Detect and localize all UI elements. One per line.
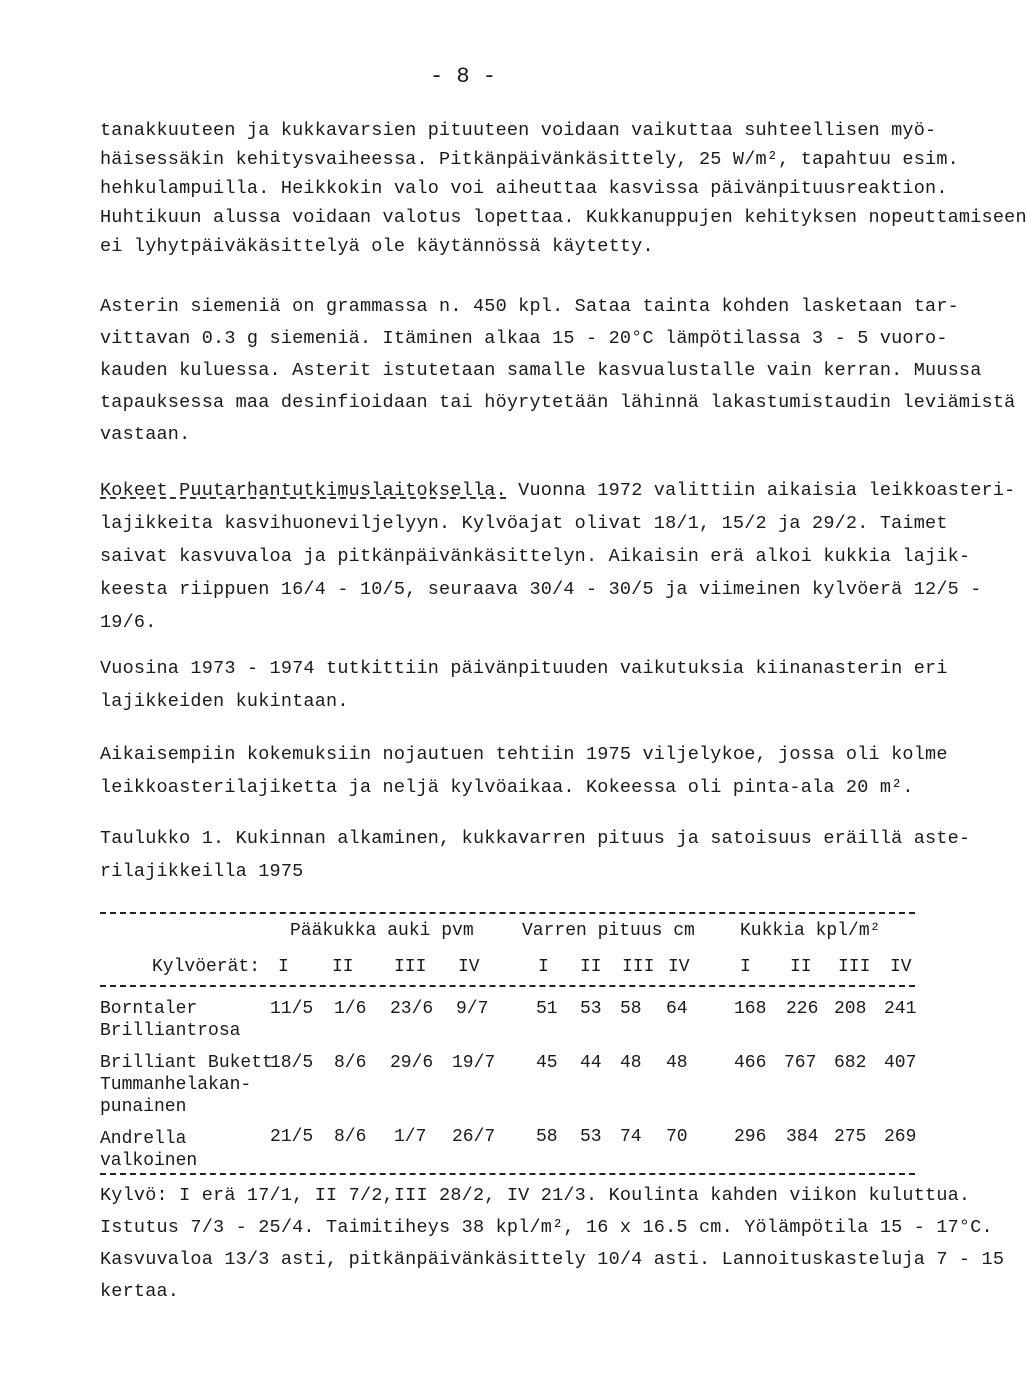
row-name: Brilliant Bukett (100, 1053, 273, 1073)
table-cell: 8/6 (334, 1053, 367, 1073)
row-name: Andrella (100, 1129, 187, 1149)
text-line: 19/6. (100, 612, 157, 633)
paragraph-1973 (100, 652, 948, 718)
paragraph-intro (100, 116, 1027, 261)
row-subname: Brilliantrosa (100, 1021, 241, 1041)
caption-line: rilajikkeilla 1975 (100, 861, 304, 882)
column-header: II (332, 957, 354, 977)
table-cell: 29/6 (390, 1053, 434, 1073)
text-line: tanakkuuteen ja kukkavarsien pituuteen voidaan vaikuttaa suhteellisen myö- (100, 120, 937, 141)
text-line: lajikkeiden kukintaan. (100, 691, 349, 712)
text-line: Huhtikuun alussa voidaan valotus lopettaa. Kukkanuppujen kehityksen nopeuttamiseen (100, 207, 1027, 228)
column-header: I (740, 957, 751, 977)
table-cell: 51 (536, 999, 558, 1019)
footnote-line: Kylvö: I erä 17/1, II 7/2,III 28/2, IV 21/3. Koulinta kahden viikon kuluttua. (100, 1185, 971, 1206)
table-cell: 70 (666, 1127, 688, 1147)
table-cell: 64 (666, 999, 688, 1019)
group-header: Kukkia kpl/m² (740, 921, 881, 941)
table-cell: 74 (620, 1127, 642, 1147)
text-line: saivat kasvuvaloa ja pitkänpäivänkäsittelyn. Aikaisin erä alkoi kukkia lajik- (100, 546, 971, 567)
table-cell: 58 (620, 999, 642, 1019)
column-header: IV (890, 957, 912, 977)
footnote-line: Istutus 7/3 - 25/4. Taimitiheys 38 kpl/m², 16 x 16.5 cm. Yölämpötila 15 - 17°C. (100, 1217, 993, 1238)
column-header: I (538, 957, 549, 977)
table-top-rule (100, 912, 915, 914)
table-cell: 1/7 (394, 1127, 427, 1147)
table-cell: 269 (884, 1127, 917, 1147)
table-cell: 168 (734, 999, 767, 1019)
table-cell: 53 (580, 999, 602, 1019)
column-header: II (790, 957, 812, 977)
column-header: IV (668, 957, 690, 977)
text-line: Vuonna 1972 valittiin aikaisia leikkoasteri- (506, 480, 1016, 501)
table-cell: 296 (734, 1127, 767, 1147)
table-cell: 466 (734, 1053, 767, 1073)
text-line: vastaan. (100, 424, 191, 445)
table-cell: 241 (884, 999, 917, 1019)
table-bottom-rule (100, 1173, 915, 1175)
column-header: III (394, 957, 427, 977)
table-cell: 9/7 (456, 999, 489, 1019)
row-label-header: Kylvöerät: (152, 957, 261, 977)
caption-line: Taulukko 1. Kukinnan alkaminen, kukkavarren pituus ja satoisuus eräillä aste- (100, 828, 971, 849)
text-line: vittavan 0.3 g siemeniä. Itäminen alkaa 15 - 20°C lämpötilassa 3 - 5 vuoro- (100, 328, 948, 349)
table-caption (100, 822, 971, 888)
table-header-rule (100, 985, 915, 987)
table-cell: 226 (786, 999, 819, 1019)
text-line: Vuosina 1973 - 1974 tutkittiin päivänpituuden vaikutuksia kiinanasterin eri (100, 658, 948, 679)
table-cell: 53 (580, 1127, 602, 1147)
column-header: IV (458, 957, 480, 977)
column-header: I (278, 957, 289, 977)
paragraph-experiments (100, 474, 1016, 639)
table-cell: 23/6 (390, 999, 434, 1019)
table-cell: 767 (784, 1053, 817, 1073)
table-cell: 48 (666, 1053, 688, 1073)
table-cell: 208 (834, 999, 867, 1019)
table-cell: 45 (536, 1053, 558, 1073)
text-line: lajikkeita kasvihuoneviljelyyn. Kylvöajat olivat 18/1, 15/2 ja 29/2. Taimet (100, 513, 948, 534)
table-cell: 682 (834, 1053, 867, 1073)
column-header: III (622, 957, 655, 977)
text-line: Asterin siemeniä on grammassa n. 450 kpl. Sataa tainta kohden lasketaan tar- (100, 296, 959, 317)
text-line: kauden kuluessa. Asterit istutetaan samalle kasvualustalle vain kerran. Muussa (100, 360, 982, 381)
table-cell: 18/5 (270, 1053, 314, 1073)
text-line: Aikaisempiin kokemuksiin nojautuen tehtiin 1975 viljelykoe, jossa oli kolme (100, 744, 948, 765)
text-line: leikkoasterilajiketta ja neljä kylvöaikaa. Kokeessa oli pinta-ala 20 m². (100, 777, 914, 798)
text-line: ei lyhytpäiväkäsittelyä ole käytännössä käytetty. (100, 236, 654, 257)
table-cell: 26/7 (452, 1127, 496, 1147)
table-cell: 407 (884, 1053, 917, 1073)
table-cell: 19/7 (452, 1053, 496, 1073)
row-subname: valkoinen (100, 1151, 198, 1171)
table-cell: 8/6 (334, 1127, 367, 1147)
group-header: Varren pituus cm (522, 921, 695, 941)
page-number: - 8 - (430, 64, 497, 89)
table-footnotes (100, 1180, 1005, 1308)
table-cell: 11/5 (270, 999, 314, 1019)
table-cell: 48 (620, 1053, 642, 1073)
row-subname: punainen (100, 1097, 187, 1117)
paragraph-seeds (100, 291, 1016, 451)
table-cell: 384 (786, 1127, 819, 1147)
table-cell: 21/5 (270, 1127, 314, 1147)
row-subname: Tummanhelakan- (100, 1075, 252, 1095)
column-header: III (838, 957, 871, 977)
text-line: häisessäkin kehitysvaiheessa. Pitkänpäivänkäsittely, 25 W/m², tapahtuu esim. (100, 149, 959, 170)
text-line: hehkulampuilla. Heikkokin valo voi aiheuttaa kasvissa päivänpituusreaktion. (100, 178, 948, 199)
section-heading: Kokeet Puutarhantutkimuslaitoksella. (100, 480, 507, 501)
group-header: Pääkukka auki pvm (290, 921, 474, 941)
table-cell: 275 (834, 1127, 867, 1147)
table-cell: 58 (536, 1127, 558, 1147)
text-line: tapauksessa maa desinfioidaan tai höyrytetään lähinnä lakastumistaudin leviämistä (100, 392, 1016, 413)
paragraph-1975 (100, 738, 948, 804)
text-line: keesta riippuen 16/4 - 10/5, seuraava 30/4 - 30/5 ja viimeinen kylvöerä 12/5 - (100, 579, 982, 600)
table-cell: 44 (580, 1053, 602, 1073)
table-cell: 1/6 (334, 999, 367, 1019)
footnote-line: Kasvuvaloa 13/3 asti, pitkänpäivänkäsittely 10/4 asti. Lannoituskasteluja 7 - 15 (100, 1249, 1005, 1270)
row-name: Borntaler (100, 999, 198, 1019)
column-header: II (580, 957, 602, 977)
footnote-line: kertaa. (100, 1281, 180, 1302)
